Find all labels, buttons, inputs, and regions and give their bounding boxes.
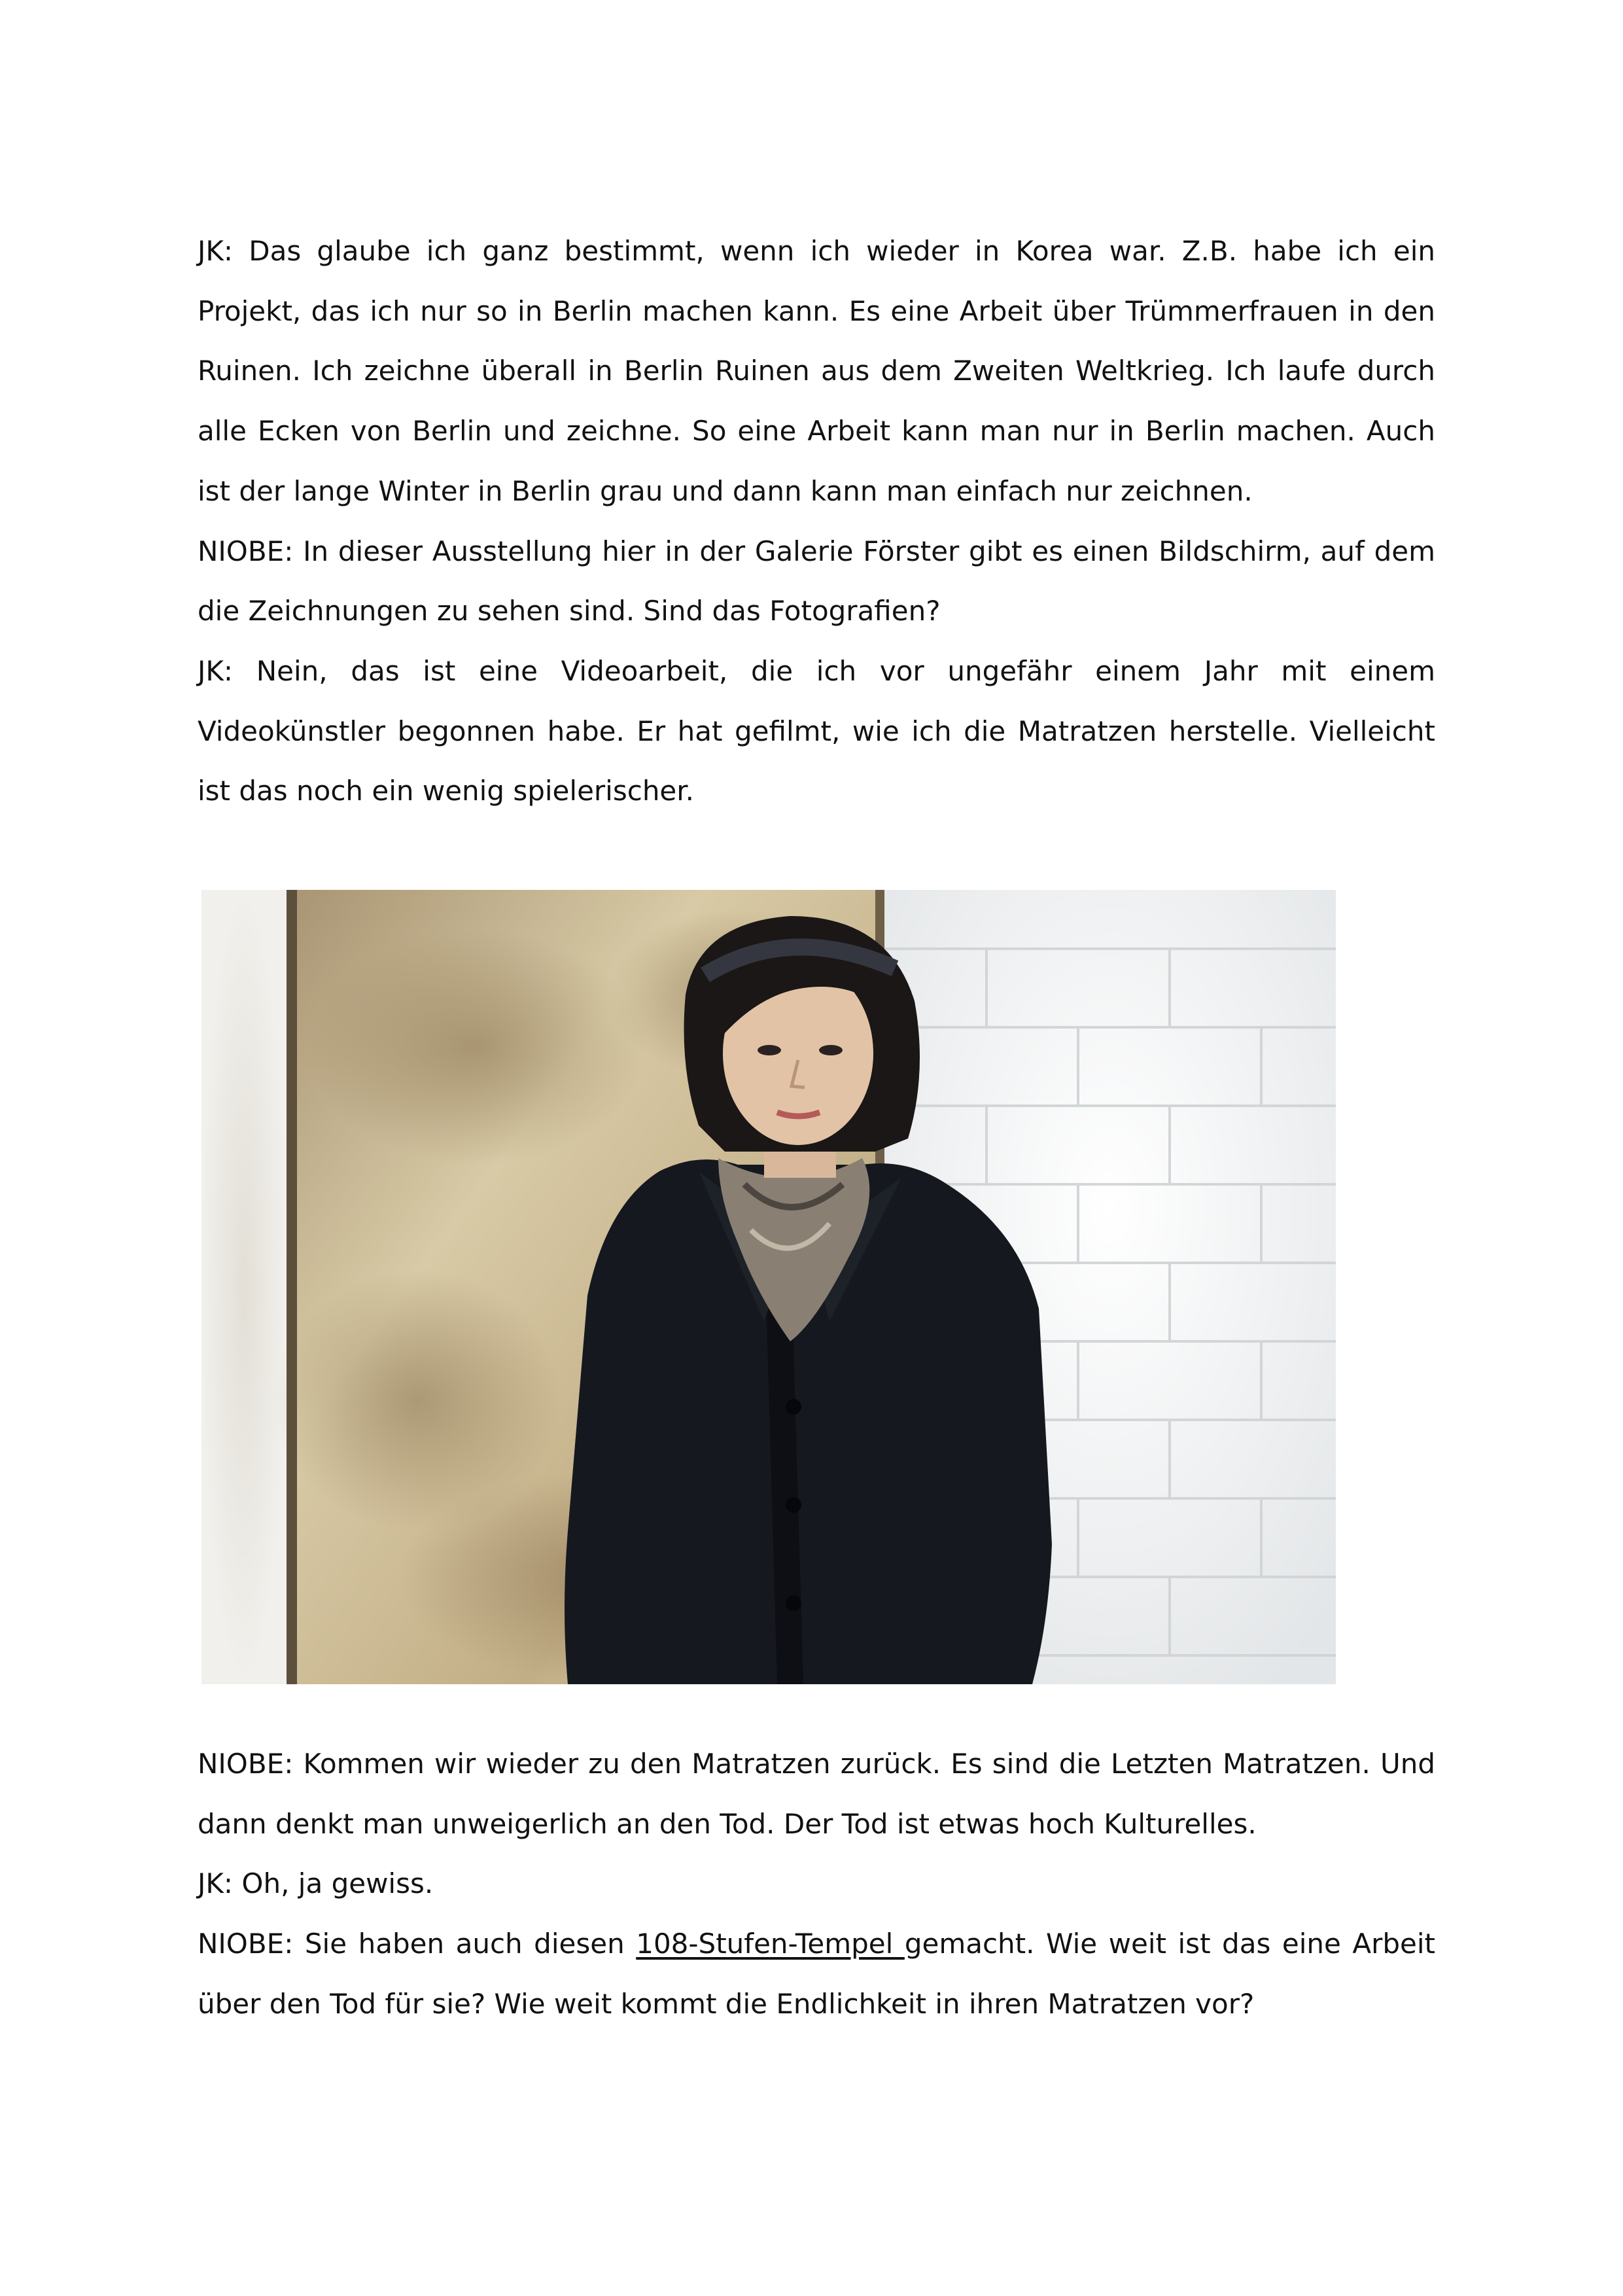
temple-link[interactable]: 108-Stufen-Tempel [636, 1928, 905, 1960]
paragraph-niobe-3-end: gemacht. Wie weit ist das eine Arbeit über den Tod für sie? Wie weit kommt die Endlichkeit in ihren Matratzen vor? [198, 1928, 1435, 2020]
paragraph-niobe-3 [198, 1914, 1435, 2034]
portrait-illustration [201, 890, 1336, 1684]
paragraph-niobe-1: NIOBE: In dieser Ausstellung hier in der Galerie Förster gibt es einen Bildschirm, auf dem die Zeichnungen zu sehen sind. Sind das Fotografien? [198, 535, 1435, 627]
paragraph-niobe-2: NIOBE: Kommen wir wieder zu den Matratzen zurück. Es sind die Letzten Matratzen. Und dann denkt man unweigerlich an den Tod. Der Tod ist etwas hoch Kulturelles. [198, 1748, 1435, 1840]
paragraph-jk-1: JK: Das glaube ich ganz bestimmt, wenn ich wieder in Korea war. Z.B. habe ich ein Projekt, das ich nur so in Berlin machen kann. Es eine Arbeit über Trümmerfrauen in den Ruinen. Ich zeichne überall in Berlin Ruinen aus dem Zweiten Weltkrieg. Ich laufe durch alle Ecken von Berlin und zeichne. So eine Arbeit kann man nur in Berlin machen. Auch ist der lange Winter in Berlin grau und dann kann man einfach nur zeichnen. [198, 235, 1435, 507]
paragraph-jk-3: JK: Oh, ja gewiss. [198, 1867, 434, 1900]
paragraph-jk-2: JK: Nein, das ist eine Videoarbeit, die ich vor ungefähr einem Jahr mit einem Videokünstler begonnen habe. Er hat gefilmt, wie ich die Matratzen herstelle. Vielleicht ist das noch ein wenig spielerischer. [198, 654, 1435, 807]
paragraph-niobe-3-start: NIOBE: Sie haben auch diesen [198, 1928, 637, 1960]
artist-portrait-photo [201, 890, 1336, 1684]
interview-text-top [198, 221, 1435, 821]
interview-text-bottom [198, 1734, 1435, 2034]
